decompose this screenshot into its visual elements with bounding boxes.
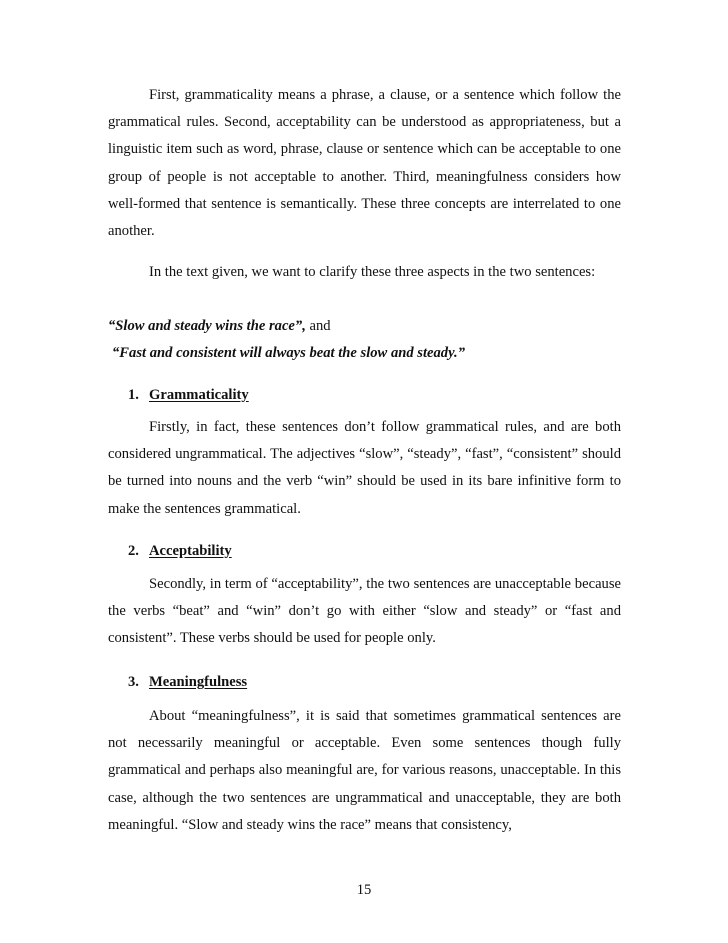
section-title: Grammaticality (149, 387, 249, 403)
example-sentence-two-line (108, 340, 621, 367)
section-body-acceptability: Secondly, in term of “acceptability”, the two sentences are unacceptable because the verbs “beat” and “win” don’t go with either “slow and steady” or “fast and consistent”. These verbs should be used for people only. (108, 576, 621, 647)
example-sentence-one: “Slow and steady wins the race”, (108, 318, 306, 334)
section-body-grammaticality: Firstly, in fact, these sentences don’t follow grammatical rules, and are both considered ungrammatical. The adjectives “slow”, “steady”, “fast”, “consistent” should be turned into nouns and the verb “win” should be used in its bare infinitive form to make the sentences grammatical. (108, 419, 621, 517)
text-given-paragraph: In the text given, we want to clarify these three aspects in the two sentences: (149, 264, 596, 280)
page-number: 15 (356, 882, 372, 898)
example-sentence-one-line (108, 313, 621, 340)
section-number: 2. (128, 543, 139, 559)
section-body-meaningfulness: About “meaningfulness”, it is said that sometimes grammatical sentences are not necessarily meaningful or acceptable. Even some sentences though fully grammatical and perhaps also meaningful are, for various reasons, unacceptable. In this case, although the two sentences are ungrammatical and unacceptable, they are both meaningful. “Slow and steady wins the race” means that consistency, (108, 708, 621, 833)
example-sentence-two: “Fast and consistent will always beat the slow and steady.” (112, 345, 465, 361)
section-title: Acceptability (149, 543, 232, 559)
section-number: 1. (128, 387, 139, 403)
section-heading-acceptability (128, 541, 232, 561)
section-heading-grammaticality (128, 385, 249, 405)
example-sentence-one-suffix: and (305, 318, 331, 334)
section-number: 3. (128, 674, 139, 690)
section-heading-meaningfulness (128, 672, 247, 692)
section-title: Meaningfulness (149, 674, 248, 690)
intro-paragraph: First, grammaticality means a phrase, a clause, or a sentence which follow the grammatical rules. Second, acceptability can be understood as appropriateness, but a linguistic item such as word, phrase, clause or sentence which can be acceptable to one group of people is not acceptable to another. Third, meaningfulness considers how well-formed that sentence is semantically. These three concepts are interrelated to one another. (108, 87, 621, 240)
